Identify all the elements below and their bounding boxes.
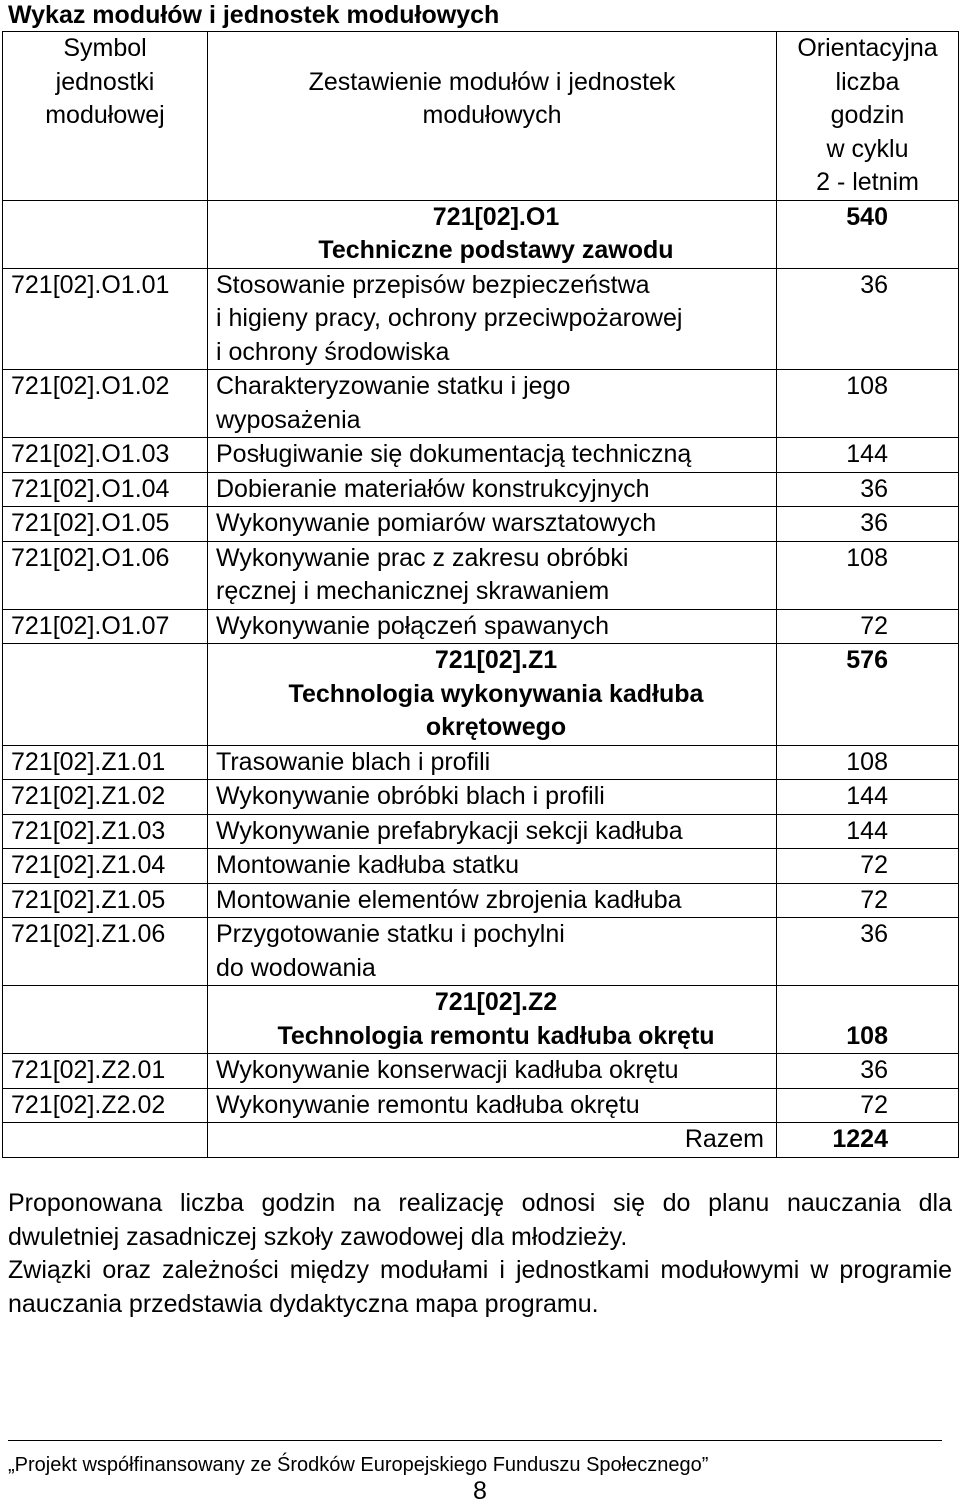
total-row [3, 1123, 959, 1158]
note-paragraph: Proponowana liczba godzin na realizację odnosi się do planu nauczania dla dwuletniej zasadniczej szkoły zawodowej dla młodzieży. [8, 1189, 952, 1251]
modules-table [2, 31, 959, 1158]
row-hours-value: 72 [860, 885, 888, 914]
row-description-line: Montowanie kadłuba statku [216, 851, 519, 879]
row-description-line: Technologia remontu kadłuba okrętu [277, 1021, 715, 1050]
row-hours-value: 36 [860, 509, 888, 537]
row-hours-value: 540 [846, 202, 888, 231]
row-description [208, 472, 777, 507]
row-symbol: 721[02].Z1.04 [3, 849, 208, 884]
table-row [3, 918, 959, 986]
row-description-line: Technologia wykonywania kadłuba [288, 679, 704, 708]
row-hours-value: 144 [846, 782, 888, 810]
row-symbol: 721[02].O1.07 [3, 609, 208, 644]
row-description-line: Dobieranie materiałów konstrukcyjnych [216, 474, 650, 503]
table-row [3, 268, 959, 370]
row-description [208, 370, 777, 438]
row-symbol [3, 986, 208, 1054]
note-text [8, 1187, 952, 1321]
row-description [208, 1054, 777, 1089]
row-symbol: 721[02].O1.04 [3, 472, 208, 507]
row-description-line: Wykonywanie obróbki blach i profili [216, 782, 605, 810]
row-description-line: Charakteryzowanie statku i jego [216, 372, 571, 400]
row-hours-value: 144 [846, 816, 888, 845]
row-symbol: 721[02].O1.03 [3, 438, 208, 473]
row-description-line: i ochrony środowiska [216, 337, 450, 366]
footer-divider [8, 1440, 942, 1441]
row-description [208, 745, 777, 780]
row-description-line: 721[02].Z2 [434, 988, 558, 1016]
row-description [208, 541, 777, 609]
table-row [3, 609, 959, 644]
footer-text: „Projekt współfinansowany ze Środków Europejskiego Funduszu Społecznego” [8, 1454, 709, 1476]
total-hours: 1224 [777, 1123, 959, 1158]
row-description-line: Wykonywanie pomiarów warsztatowych [216, 509, 657, 537]
row-hours [777, 1088, 959, 1123]
row-description-line: Stosowanie przepisów bezpieczeństwa [216, 270, 650, 299]
row-description [208, 200, 777, 268]
row-hours [777, 268, 959, 370]
row-hours [777, 370, 959, 438]
row-description-line: i higieny pracy, ochrony przeciwpożarowej [216, 304, 683, 332]
row-description-line: Wykonywanie połączeń spawanych [216, 611, 610, 640]
row-symbol: 721[02].Z2.02 [3, 1088, 208, 1123]
row-symbol: 721[02].O1.05 [3, 507, 208, 542]
row-hours-value: 36 [860, 270, 888, 299]
table-row [3, 745, 959, 780]
page-number: 8 [473, 1477, 487, 1505]
row-description [208, 644, 777, 746]
row-symbol: 721[02].Z1.05 [3, 883, 208, 918]
header-hours: Orientacyjna liczba godzin w cyklu 2 - letnim [777, 32, 959, 201]
row-hours [777, 883, 959, 918]
row-hours-value: 36 [860, 1056, 888, 1084]
row-hours [777, 541, 959, 609]
row-symbol [3, 200, 208, 268]
row-hours-value: 108 [846, 1021, 888, 1050]
row-hours-value: 72 [860, 851, 888, 879]
row-description-line: okrętowego [425, 713, 567, 741]
note-paragraph: Związki oraz zależności między modułami i jednostkami modułowymi w programie nauczania przedstawia dydaktyczna mapa programu. [8, 1256, 952, 1318]
row-hours-value: 36 [860, 474, 888, 503]
row-description-line: Wykonywanie remontu kadłuba okrętu [216, 1090, 640, 1119]
header-symbol: Symbol jednostki modułowej [3, 32, 208, 201]
row-hours-value: 72 [860, 1090, 888, 1119]
row-hours [777, 609, 959, 644]
table-row [3, 814, 959, 849]
row-hours [777, 780, 959, 815]
row-description-line: 721[02].Z1 [434, 646, 558, 674]
module-row [3, 644, 959, 746]
row-hours [777, 200, 959, 268]
row-symbol: 721[02].O1.02 [3, 370, 208, 438]
row-description-line: Przygotowanie statku i pochylni [216, 920, 565, 948]
table-row [3, 1054, 959, 1089]
page-title: Wykaz modułów i jednostek modułowych [8, 1, 500, 29]
row-description-line: wyposażenia [216, 405, 361, 434]
row-hours [777, 472, 959, 507]
row-symbol: 721[02].Z2.01 [3, 1054, 208, 1089]
row-description-line: 721[02].O1 [432, 202, 560, 231]
row-symbol: 721[02].O1.01 [3, 268, 208, 370]
row-description-line: Wykonywanie konserwacji kadłuba okrętu [216, 1056, 679, 1084]
row-hours [777, 745, 959, 780]
row-description-line: Wykonywanie prefabrykacji sekcji kadłuba [216, 816, 683, 845]
table-row [3, 438, 959, 473]
row-description-line: Montowanie elementów zbrojenia kadłuba [216, 885, 682, 914]
row-description [208, 849, 777, 884]
row-hours [777, 438, 959, 473]
row-description-line: Wykonywanie prac z zakresu obróbki [216, 543, 629, 572]
total-empty-cell [3, 1123, 208, 1158]
table-header-row [3, 32, 959, 201]
row-description [208, 609, 777, 644]
row-hours [777, 814, 959, 849]
row-description [208, 883, 777, 918]
table-row [3, 472, 959, 507]
table-row [3, 541, 959, 609]
row-symbol: 721[02].Z1.01 [3, 745, 208, 780]
module-row [3, 986, 959, 1054]
row-description [208, 986, 777, 1054]
row-hours [777, 849, 959, 884]
row-symbol: 721[02].O1.06 [3, 541, 208, 609]
row-hours [777, 918, 959, 986]
module-row [3, 200, 959, 268]
row-description [208, 507, 777, 542]
table-row [3, 849, 959, 884]
row-hours [777, 1054, 959, 1089]
table-row [3, 507, 959, 542]
table-row [3, 780, 959, 815]
row-symbol [3, 644, 208, 746]
row-description-line: Techniczne podstawy zawodu [318, 236, 674, 264]
table-row [3, 370, 959, 438]
row-hours-value: 36 [860, 920, 888, 948]
row-description [208, 438, 777, 473]
row-description-line: Posługiwanie się dokumentacją techniczną [216, 440, 692, 468]
row-hours-value: 72 [860, 611, 888, 640]
row-description-line: Trasowanie blach i profili [216, 747, 491, 776]
row-hours [777, 986, 959, 1054]
row-hours-value: 108 [846, 372, 888, 400]
row-symbol: 721[02].Z1.06 [3, 918, 208, 986]
row-hours [777, 507, 959, 542]
row-description-line: do wodowania [216, 953, 376, 982]
row-hours-value: 576 [846, 646, 888, 674]
row-hours-value: 108 [846, 747, 888, 776]
row-description [208, 814, 777, 849]
row-description [208, 780, 777, 815]
row-hours-value: 108 [846, 543, 888, 572]
row-symbol: 721[02].Z1.03 [3, 814, 208, 849]
row-description [208, 1088, 777, 1123]
row-symbol: 721[02].Z1.02 [3, 780, 208, 815]
total-label: Razem [208, 1123, 777, 1158]
table-row [3, 883, 959, 918]
row-description [208, 268, 777, 370]
header-description: Zestawienie modułów i jednostek modułowych [208, 32, 777, 201]
row-hours [777, 644, 959, 746]
table-row [3, 1088, 959, 1123]
row-description [208, 918, 777, 986]
row-hours-value: 144 [846, 440, 888, 468]
row-description-line: ręcznej i mechanicznej skrawaniem [216, 577, 610, 605]
